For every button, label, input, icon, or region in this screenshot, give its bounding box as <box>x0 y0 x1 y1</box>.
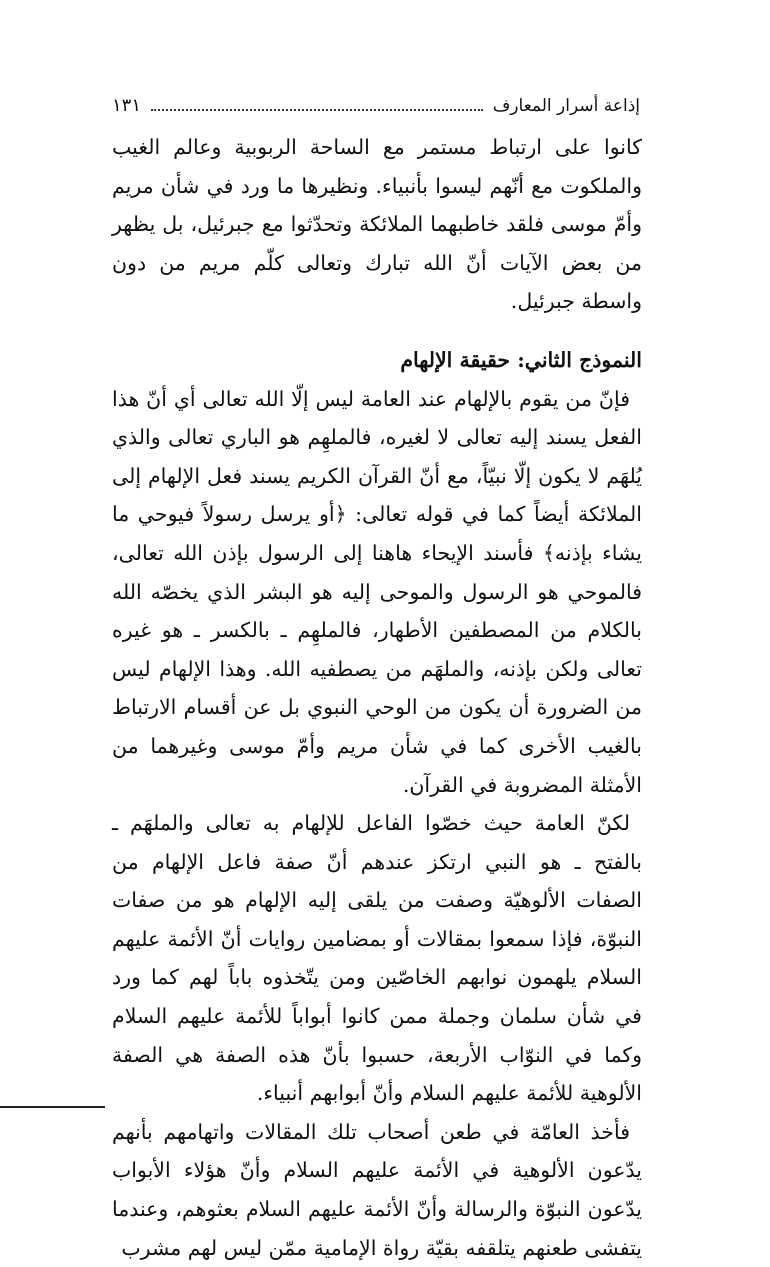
paragraph-1: كانوا على ارتباط مستمر مع الساحة الربوبية وعالم الغيب والملكوت مع أنّهم ليسوا بأنبياء. ونظيرها ما ورد في شأن مريم وأمّ موسى فلقد خاطبهما الملائكة وتحدّثوا مع جبرئيل، بل يظهر من بعض الآيات أنّ الله تبارك وتعالى كلّم مريم من دون واسطة جبرئيل. <box>112 135 642 314</box>
dotted-leader <box>151 109 483 111</box>
bottom-rule <box>0 1106 105 1108</box>
paragraph-2: فإنّ من يقوم بالإلهام عند العامة ليس إلّا الله تعالى أي أنّ هذا الفعل يسند إليه تعالى لا لغيره، فالملهِم هو الباري تعالى والذي يُلهَم لا يكون إلّا نبيّاً، مع أنّ القرآن الكريم يسند فعل الإلهام إلى الملائكة أيضاً كما في قوله تعالى: ﴿أو يرسل رسولاً فيوحي ما يشاء بإذنه﴾ فأسند الإيحاء هاهنا إلى الرسول بإذن الله تعالى، فالموحي هو الرسول والموحى إليه هو البشر الذي يخصّه الله بالكلام من المصطفين الأطهار، فالملهِم ـ بالكسر ـ هو غيره تعالى ولكن بإذنه، والملهَم من يصطفيه الله. وهذا الإلهام ليس من الضرورة أن يكون من الوحي النبوي بل عن أقسام الارتباط بالغيب الأخرى كما في شأن مريم وأمّ موسى وغيرهما من الأمثلة المضروبة في القرآن. <box>112 386 642 797</box>
paragraph-3: لكنّ العامة حيث خصّوا الفاعل للإلهام به تعالى والملهَم ـ بالفتح ـ هو النبي ارتكز عندهم أنّ صفة فاعل الإلهام من الصفات الألوهيّة وصفت من يلقى إليه الإلهام هو من صفات النبوّة، فإذا سمعوا بمقالات أو بمضامين روايات أنّ الأئمة عليهم السلام يلهمون نوابهم الخاصّين ومن يتّخذوه باباً لهم كما ورد في شأن سلمان وجملة ممن كانوا أبواباً للأئمة عليهم السلام وكما في النوّاب الأربعة، حسبوا بأنّ هذه الصفة هي الصفة الألوهية للأئمة عليهم السلام وأنّ أبوابهم أنبياء. <box>112 811 642 1106</box>
section-heading: النموذج الثاني: حقيقة الإلهام <box>400 347 642 372</box>
section-gap <box>112 321 642 341</box>
paragraph-4: فأخذ العامّة في طعن أصحاب تلك المقالات واتهامهم بأنهم يدّعون الألوهية في الأئمة عليهم السلام وأنّ هؤلاء الأبواب يدّعون النبوّة والرسالة وأنّ الأئمة عليهم السلام بعثوهم، وعندما يتفشى طعنهم يتلقفه بقيّة رواة الإمامية ممّن ليس لهم مشرب <box>112 1119 642 1260</box>
running-title: إذاعة أسرار المعارف <box>492 96 640 116</box>
page-number: ١٣١ <box>112 95 142 116</box>
page-header <box>112 82 640 116</box>
page-body <box>112 128 642 1267</box>
